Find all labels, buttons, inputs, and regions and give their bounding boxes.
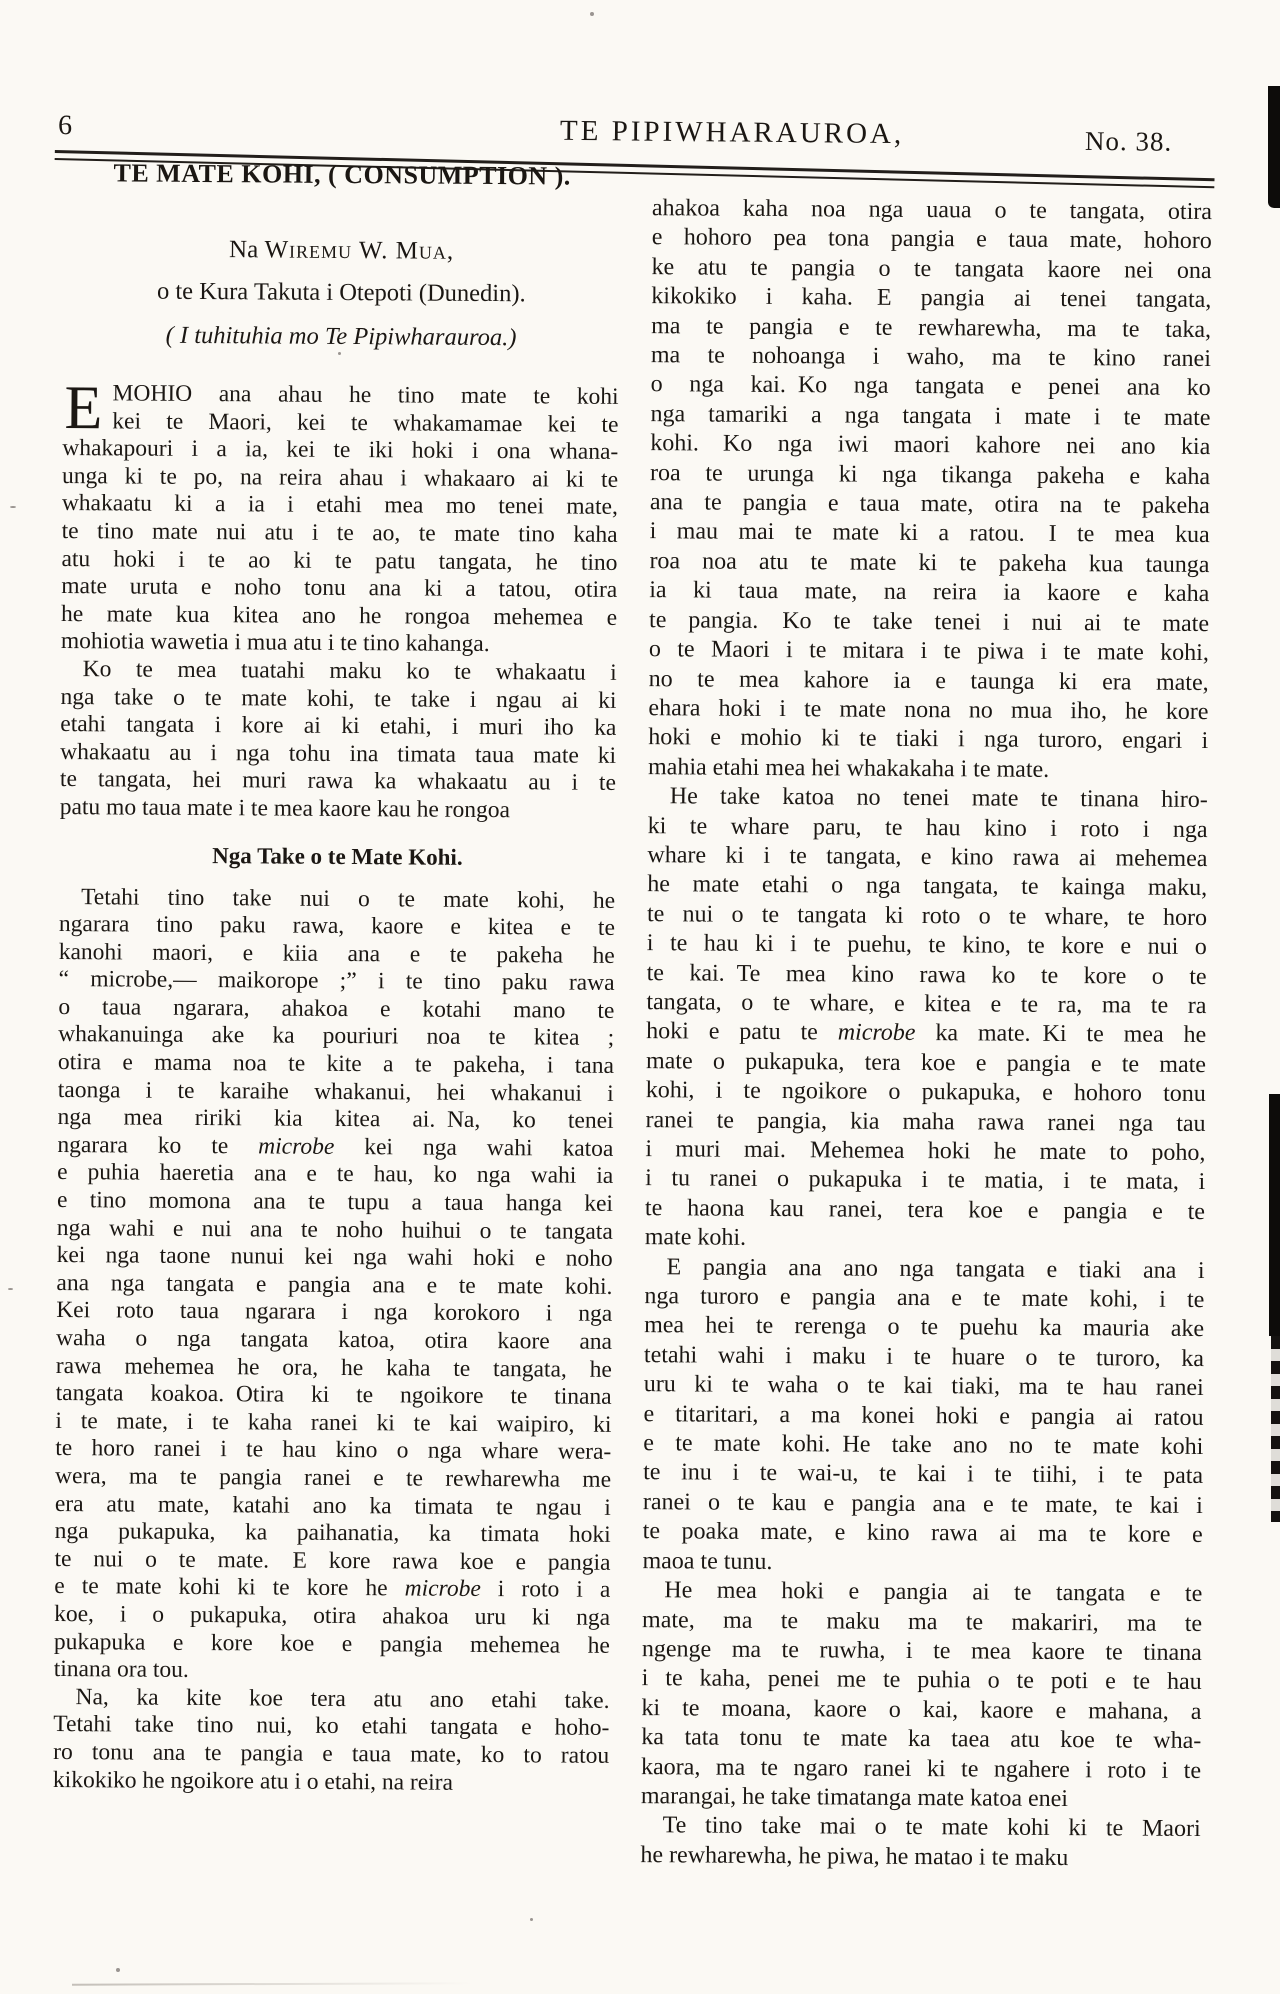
article-title: TE MATE KOHI, ( CONSUMPTION ). xyxy=(113,158,571,191)
text-line: te nui o te tangata ki roto o te whare, te horo xyxy=(646,900,1208,931)
text-line: E pangia ana ano nga tangata e tiaki ana i xyxy=(666,1253,1205,1284)
text-line: ana nga tangata e pangia ana e te mate kohi. xyxy=(56,1269,613,1300)
text-line: nga turoro e pangia ana e te mate kohi, i te xyxy=(644,1283,1205,1314)
text-line: unga ki te po, na reira ahau i whakaaro ai ki te xyxy=(61,462,619,493)
text-line: Kei roto taua ngarara i nga korokoro i nga xyxy=(56,1297,613,1328)
text-line: o taua ngarara, ahakoa e kotahi mano te xyxy=(58,993,615,1024)
text-line: wera, ma te pangia ranei e te rewharewha me xyxy=(55,1462,612,1493)
text-line: e te mate kohi. He take ano no te mate kohi xyxy=(643,1430,1204,1461)
text-line: i te kaha, penei me te puhia o te poti e te hau xyxy=(641,1665,1202,1696)
text-line: Tetahi take tino nui, ko etahi tangata e hoho- xyxy=(53,1711,610,1742)
text-line: o nga kai. Ko nga tangata e penei ana ko xyxy=(650,371,1211,402)
text-line: te tangata, hei muri rawa ka whakaatu au i te xyxy=(59,766,617,797)
text-line: kanohi maori, e kiia ana e te pakeha he xyxy=(58,938,615,969)
text-line: kaora, ma te ngaro ranei ki te ngahere i roto i te xyxy=(640,1753,1202,1784)
text-line: whakapouri i a ia, kei te iki hoki i ona whana- xyxy=(62,435,619,466)
text-line: maoa te tunu. xyxy=(642,1547,773,1575)
scan-edge-artifact xyxy=(1268,86,1280,208)
text-line: whakanuinga ake ka pouriuri noa te kitea ; xyxy=(58,1021,615,1052)
text-line: e tino momona ana te tupu a taua hanga kei xyxy=(56,1187,614,1217)
text-line: mate o pukapuka, tera koe e pangia e te mate xyxy=(645,1047,1207,1078)
text-line: ahakoa kaha noa nga uaua o te tangata, otira xyxy=(651,195,1213,226)
paragraph xyxy=(640,1811,1200,1874)
byline-prefix: Na xyxy=(229,236,259,264)
text-line: He take katoa no tenei mate te tinana hiro- xyxy=(669,783,1208,814)
text-line: te haona kau ranei, tera koe e pangia e te xyxy=(644,1194,1206,1225)
text-line: Ko te mea tuatahi maku ko te whakaatu i xyxy=(82,656,617,686)
text-line: patu mo taua mate i te mea kaore kau he rongoa xyxy=(59,793,511,824)
text-line: nga wahi e nui ana te noho huihui o te tangata xyxy=(56,1214,613,1245)
text-line: kikokiko he ngoikore atu i o etahi, na reira xyxy=(52,1766,454,1796)
text-line: te nui o te mate. E kore rawa koe e pangia xyxy=(54,1545,611,1576)
text-line: hoki e patu te microbe ka mate. Ki te mea he xyxy=(646,1018,1207,1049)
text-line: ka tata tonu te mate ka taea atu koe te wha- xyxy=(641,1724,1202,1755)
text-line: ki te whare paru, te hau kino i roto i nga xyxy=(647,812,1208,843)
paragraph xyxy=(641,1576,1203,1815)
text-line: he rewharewha, he piwa, he matao i te maku xyxy=(640,1841,1069,1871)
text-line: marangai, he take timatanga mate katoa enei xyxy=(640,1783,1069,1813)
byline-author: Wiremu W. Mua, xyxy=(264,236,455,265)
issue-number: No. 38. xyxy=(1084,125,1173,157)
scan-speck xyxy=(590,12,594,16)
text-line: ke atu te pangia o te tangata kaore nei ona xyxy=(651,253,1212,284)
text-line: tangata koakoa. Otira ki te ngoikore te tinana xyxy=(55,1380,612,1411)
masthead-title: TE PIPIWHARAUROA, xyxy=(559,114,905,151)
text-line: no te mea kahore ia e taunga ki era mate, xyxy=(648,665,1209,696)
text-line: Tetahi tino take nui o te mate kohi, he xyxy=(81,883,616,914)
text-line: mate, ma te maku ma te makariri, ma te xyxy=(642,1606,1203,1637)
text-line: kikokiko i kaha. E pangia ai tenei tangata, xyxy=(651,283,1212,314)
text-line: koe, i o pukapuka, otira ahakoa uru ki nga xyxy=(54,1600,611,1631)
text-line: te tino mate nui atu i te ao, te mate tino kaha xyxy=(61,517,618,548)
text-line: kohi. Ko nga iwi maori kahore nei ano kia xyxy=(650,430,1211,461)
scan-speck xyxy=(338,352,341,355)
text-line: ki te moana, kaore o kai, kaore e mahana, a xyxy=(641,1694,1202,1725)
right-column xyxy=(640,194,1212,1874)
text-line: mate kohi. xyxy=(644,1224,747,1252)
text-line: ngarara tino paku rawa, kaore e kitea e te xyxy=(58,911,616,941)
text-line: nga take o te mate kohi, te take i ngau ai ki xyxy=(60,683,617,714)
paragraph xyxy=(53,1684,610,1798)
text-line: kei nga taone nunui kei nga wahi hoki e noho xyxy=(56,1242,613,1273)
scan-edge-artifact xyxy=(1269,1094,1280,1336)
text-line: tetahi wahi i maku i te huare o te turoro, ka xyxy=(643,1341,1205,1372)
text-line: kei te Maori, kei te whakamamae kei te xyxy=(112,407,619,438)
text-line: i mau mai te mate ki a ratou. I te mea kua xyxy=(649,518,1210,549)
text-line: waha o nga tangata katoa, otira kaore ana xyxy=(55,1325,613,1355)
text-line: hoki e mohio ki te tiaki i nga turoro, engari i xyxy=(648,724,1209,755)
text-line: atu hoki i te ao ki te patu tangata, he tino xyxy=(61,545,618,576)
text-line: te poaka mate, e kino rawa ai ma te kore e xyxy=(642,1518,1203,1549)
section-heading: Nga Take o te Mate Kohi. xyxy=(212,842,463,870)
text-line: mahia etahi mea hei whakakaha i te mate. xyxy=(647,753,1050,783)
text-line: etahi tangata i kore ai ki etahi, i muri iho ka xyxy=(60,711,617,742)
text-line: rawa mehemea he ora, he kaha te tangata, he xyxy=(55,1352,612,1383)
text-line: mate uruta e noho tonu ana ki a tatou, otira xyxy=(61,573,618,604)
text-line: te horo ranei i te hau kino o nga whare wera- xyxy=(55,1435,612,1466)
page-number: 6 xyxy=(57,109,73,142)
paragraph xyxy=(60,656,617,825)
text-line: e titaritari, a ma konei hoki e pangia ai ratou xyxy=(643,1400,1204,1431)
text-line: ro tonu ana te pangia e taua mate, ko to ratou xyxy=(53,1738,610,1769)
text-line: te inu i te wai-u, te kai i te tiihi, i te pata xyxy=(643,1459,1204,1490)
text-line: nga tamariki a nga tangata i mate i te mate xyxy=(650,400,1211,431)
text-line: whare ki i te tangata, e kino rawa ai mehemea xyxy=(647,842,1208,872)
text-line: te kai. Te mea kino rawa ko te kore o te xyxy=(646,959,1207,990)
text-line: i tu ranei o pukapuka i te matia, i te mata, i xyxy=(645,1165,1206,1196)
text-line: whakaatu au i nga tohu ina timata taua mate ki xyxy=(60,738,617,769)
text-line: e hohoro pea tona pangia e taua mate, hohoro xyxy=(651,224,1212,255)
paragraph xyxy=(642,1253,1204,1580)
text-line: he mate etahi o nga tangata, te kainga maku, xyxy=(647,871,1208,902)
paragraph xyxy=(648,194,1212,786)
text-line: nga mea ririki kia kitea ai. Na, ko tenei xyxy=(57,1104,614,1135)
text-line: tinana ora tou. xyxy=(53,1656,189,1684)
text-line: pukapuka e kore koe e pangia mehemea he xyxy=(53,1628,611,1659)
text-line: ana te pangia e taua mate, otira na te pakeha xyxy=(649,489,1210,520)
paragraph xyxy=(645,782,1208,1256)
text-line: e puhia haeretia ana e te hau, ko nga wahi ia xyxy=(57,1159,614,1190)
scan-speck xyxy=(10,506,16,508)
drop-cap: E xyxy=(64,374,103,443)
text-line: ngenge ma te ruwha, i te mea kaore te tinana xyxy=(641,1636,1202,1666)
text-line: era atu mate, katahi ano ka timata te ngau i xyxy=(54,1490,611,1521)
text-line: roa noa atu te mate ki te pakeha kua taunga xyxy=(649,547,1210,578)
text-line: i te mate, i te kaha ranei ki te kai waipiro, ki xyxy=(55,1407,612,1438)
byline-note: ( I tuhituhia mo Te Pipiwharauroa.) xyxy=(165,321,517,352)
text-line: otira e mama noa te kite a te pakeha, i tana xyxy=(57,1049,615,1079)
text-line: ia ki taua mate, na reira ia kaore e kaha xyxy=(649,577,1210,608)
text-line: mea hei te rerenga o te puehu ka mauria ake xyxy=(644,1312,1205,1343)
text-line: Na, ka kite koe tera atu ano etahi take. xyxy=(75,1683,610,1714)
paragraph xyxy=(60,374,619,660)
text-line: ma te nohoanga i waho, ma te kino ranei xyxy=(650,342,1212,373)
text-line: He mea hoki e pangia ai te tangata e te xyxy=(664,1577,1203,1608)
scan-edge-artifact xyxy=(1271,1336,1280,1522)
scan-speck xyxy=(530,1918,533,1921)
text-line: mohiotia wawetia i mua atu i te tino kahanga. xyxy=(60,628,490,658)
text-line: te pangia. Ko te take tenei i nui ai te mate xyxy=(648,606,1210,637)
paragraph xyxy=(54,884,616,1688)
text-line: ranei o te kau e pangia ana e te mate, te kai i xyxy=(642,1488,1204,1519)
text-line: taonga i te karaihe whakanui, hei whakanui i xyxy=(57,1076,614,1107)
text-line: Te tino take mai o te mate kohi ki te Maori xyxy=(662,1812,1201,1843)
text-line: “ microbe,— maikorope ;” i te tino paku rawa xyxy=(58,966,615,997)
text-line: e te mate kohi ki te kore he microbe i roto i a xyxy=(54,1573,611,1604)
left-column xyxy=(53,158,620,1798)
byline xyxy=(64,234,620,268)
text-line: roa te urunga ki nga tikanga pakeha e kaha xyxy=(650,459,1211,490)
text-line: ehara hoki i te mate nona no mua iho, he kore xyxy=(648,695,1209,725)
text-line: i te hau ki i te puehu, te kino, te kore e nui o xyxy=(646,930,1207,961)
scan-speck xyxy=(8,1288,13,1290)
text-line: tangata, o te whare, e kitea e te ra, ma te ra xyxy=(646,989,1207,1019)
text-line: o te Maori i te mitara i te piwa i te mate kohi, xyxy=(648,636,1209,667)
text-line: ngarara ko te microbe kei nga wahi katoa xyxy=(57,1131,614,1162)
text-line: i muri mai. Mehemea hoki he mate to poho, xyxy=(645,1136,1206,1167)
text-line: uru ki te waha o te kai tiaki, ma te hau ranei xyxy=(643,1371,1204,1402)
text-line: whakaatu ki a ia i etahi mea mo tenei mate, xyxy=(61,490,618,521)
text-line: MOHIO ana ahau he tino mate te kohi xyxy=(112,380,619,410)
text-line: he mate kua kitea ano he rongoa mehemea e xyxy=(61,600,618,631)
text-line: ma te pangia e te rewharewha, ma te taka, xyxy=(651,312,1212,343)
text-line: kohi, i te ngoikore o pukapuka, e hohoro tonu xyxy=(645,1077,1206,1108)
text-line: ranei te pangia, kia maha rawa ranei nga tau xyxy=(645,1106,1206,1137)
byline-affiliation: o te Kura Takuta i Otepoti (Dunedin). xyxy=(156,277,526,308)
scan-speck xyxy=(116,1968,120,1972)
text-line: nga pukapuka, ka paihanatia, ka timata hoki xyxy=(54,1518,611,1549)
